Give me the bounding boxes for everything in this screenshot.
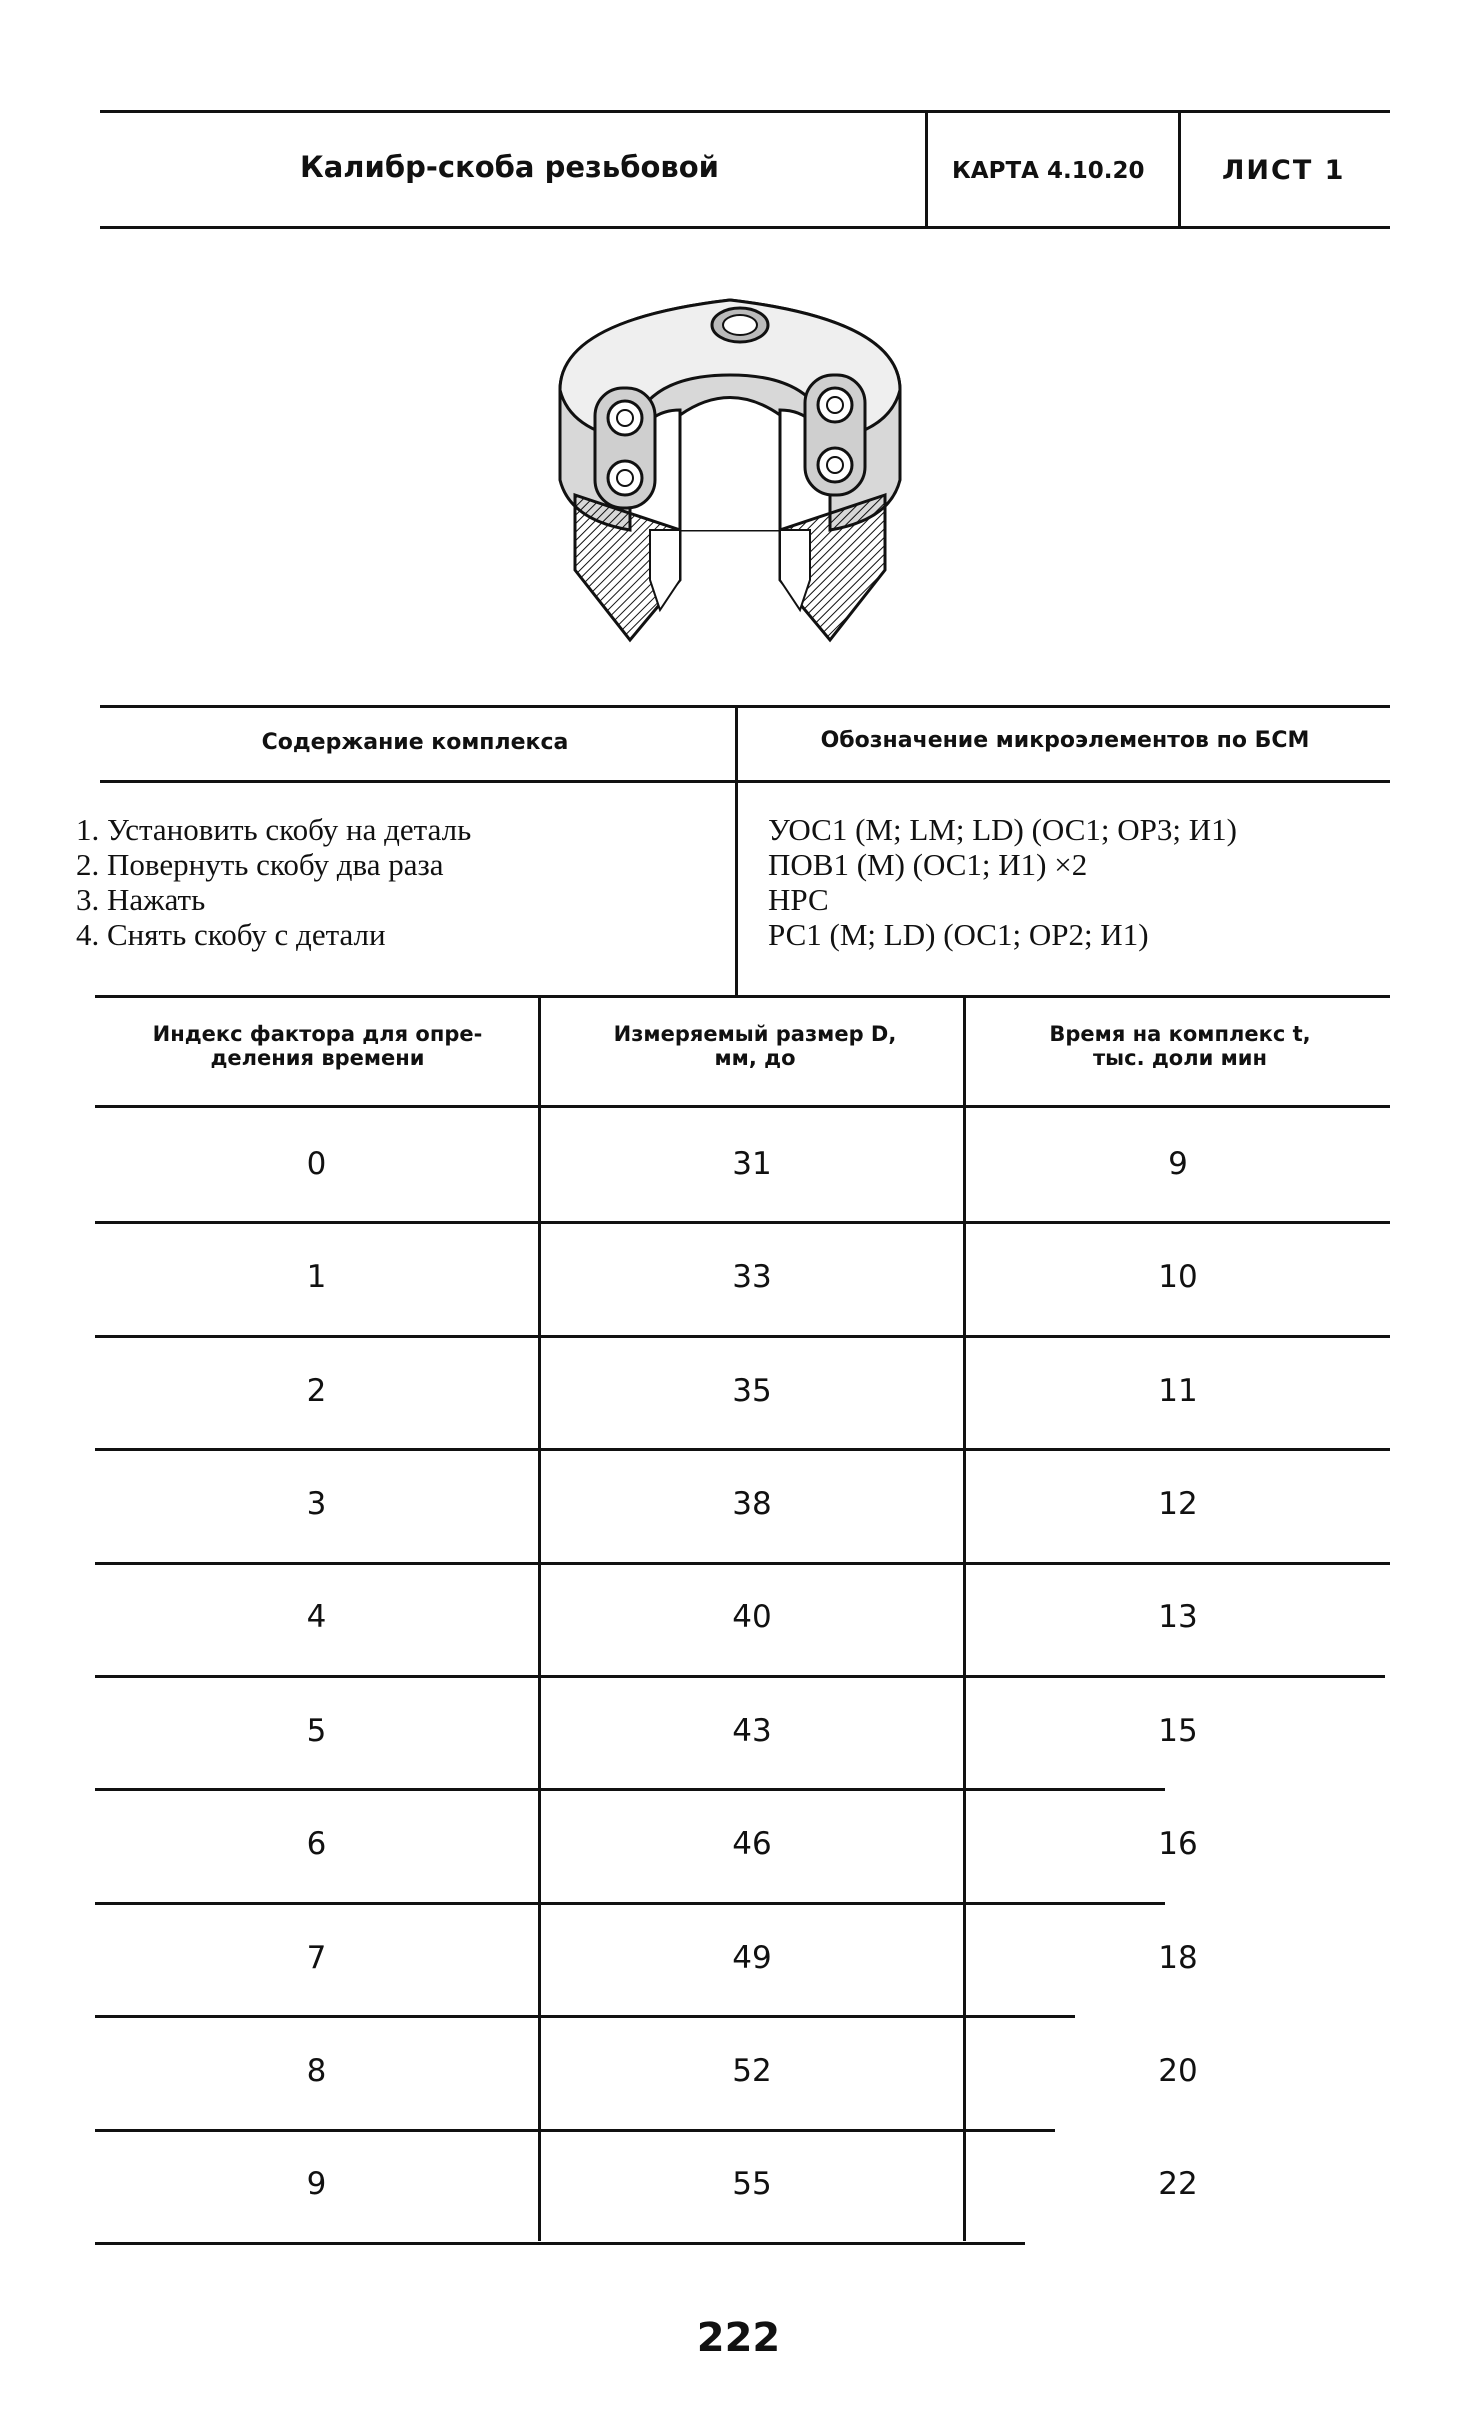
size-cell: 43 xyxy=(732,1712,772,1749)
page-number: 222 xyxy=(696,2315,781,2361)
table-header-time: Время на комплекс t, тыс. доли мин xyxy=(1049,1022,1311,1070)
index-cell: 8 xyxy=(306,2052,327,2089)
index-cell: 4 xyxy=(306,1599,327,1636)
table-bottom-rule xyxy=(95,2242,1025,2245)
time-cell: 16 xyxy=(1158,1826,1198,1863)
index-cell: 3 xyxy=(306,1485,327,1522)
sheet-number: ЛИСТ 1 xyxy=(1222,155,1346,186)
time-cell: 10 xyxy=(1158,1259,1198,1296)
step-item: 2. Повернуть скобу два раза xyxy=(76,847,444,882)
time-cell: 18 xyxy=(1158,1939,1198,1976)
time-cell: 9 xyxy=(1168,1145,1188,1182)
size-cell: 38 xyxy=(732,1485,772,1522)
table-row-rule xyxy=(95,1562,1390,1565)
code-item: ПОВ1 (М) (ОС1; И1) ×2 xyxy=(768,847,1088,882)
table-row-rule xyxy=(95,2129,1055,2132)
complex-divider xyxy=(735,706,738,996)
card-title: Калибр-скоба резьбовой xyxy=(300,150,719,184)
complex-content-header: Содержание комплекса xyxy=(261,730,569,755)
table-row-rule xyxy=(95,2015,1075,2018)
size-cell: 46 xyxy=(732,1826,772,1863)
table-top-rule xyxy=(95,995,1390,998)
table-row-rule xyxy=(95,1675,1385,1678)
table-row-rule xyxy=(95,1221,1390,1224)
table-row-rule xyxy=(95,1902,1165,1905)
size-cell: 33 xyxy=(732,1259,772,1296)
index-cell: 9 xyxy=(306,2166,327,2203)
table-row-rule xyxy=(95,1448,1390,1451)
step-item: 4. Снять скобу с детали xyxy=(76,917,386,952)
size-cell: 49 xyxy=(732,1939,772,1976)
code-item: НРС xyxy=(768,882,829,917)
table-header-rule xyxy=(95,1105,1390,1108)
time-cell: 20 xyxy=(1158,2052,1198,2089)
index-cell: 1 xyxy=(306,1259,327,1296)
header-divider-2 xyxy=(1178,112,1181,227)
card-number: КАРТА 4.10.20 xyxy=(952,158,1145,184)
time-cell: 22 xyxy=(1158,2166,1198,2203)
table-row-rule xyxy=(95,1335,1390,1338)
step-item: 1. Установить скобу на деталь xyxy=(76,812,472,847)
time-cell: 12 xyxy=(1158,1485,1198,1522)
code-item: УОС1 (М; LM; LD) (ОС1; ОР3; И1) xyxy=(768,812,1237,847)
complex-codes xyxy=(768,812,1237,952)
microelements-header: Обозначение микроэлементов по БСМ xyxy=(820,728,1310,753)
size-cell: 40 xyxy=(732,1599,772,1636)
complex-steps xyxy=(76,812,471,952)
table-row-rule xyxy=(95,1788,1165,1791)
index-cell: 2 xyxy=(306,1372,327,1409)
time-cell: 11 xyxy=(1158,1372,1198,1409)
time-cell: 13 xyxy=(1158,1599,1198,1636)
header-top-rule xyxy=(100,110,1390,113)
step-item: 3. Нажать xyxy=(76,882,206,917)
complex-top-rule xyxy=(100,705,1390,708)
size-cell: 55 xyxy=(732,2166,772,2203)
table-header-index: Индекс фактора для опре- деления времени xyxy=(152,1022,483,1070)
header-divider-1 xyxy=(925,112,928,227)
index-cell: 6 xyxy=(306,1826,327,1863)
thread-snap-gauge-drawing xyxy=(530,280,930,660)
index-cell: 5 xyxy=(306,1712,327,1749)
complex-header-rule xyxy=(100,780,1390,783)
table-header-size: Измеряемый размер D, мм, до xyxy=(613,1022,897,1070)
size-cell: 52 xyxy=(732,2052,772,2089)
code-item: РС1 (М; LD) (ОС1; ОР2; И1) xyxy=(768,917,1149,952)
size-cell: 35 xyxy=(732,1372,772,1409)
index-cell: 0 xyxy=(306,1145,327,1182)
time-cell: 15 xyxy=(1158,1712,1198,1749)
index-cell: 7 xyxy=(306,1939,327,1976)
size-cell: 31 xyxy=(732,1145,772,1182)
header-bottom-rule xyxy=(100,226,1390,229)
